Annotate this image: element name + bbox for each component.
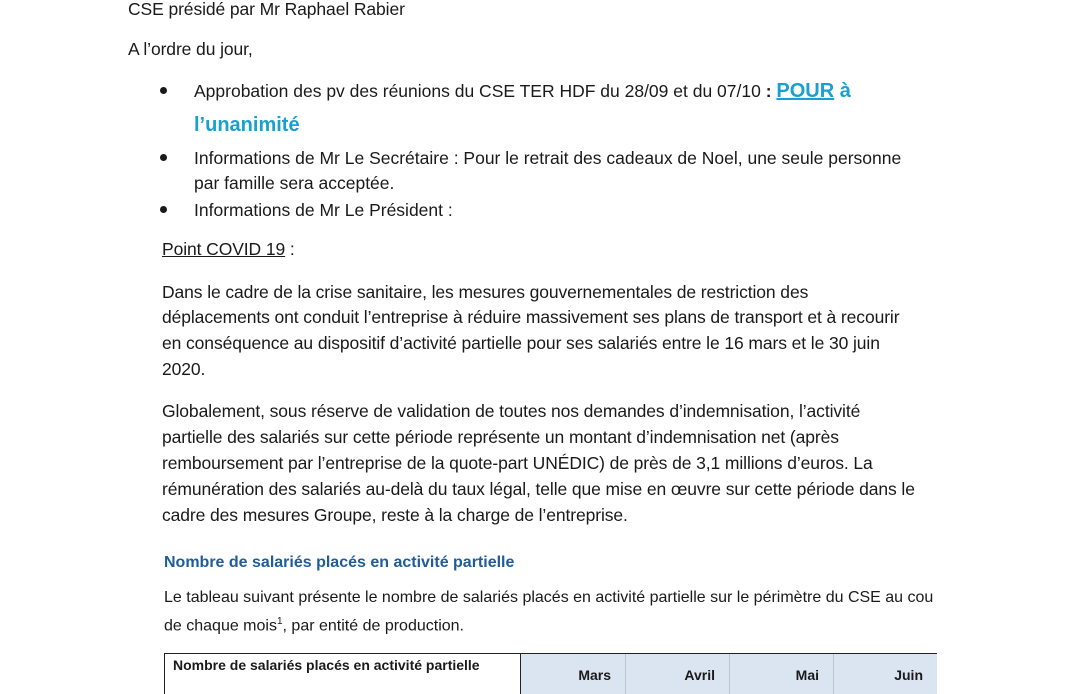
paragraph-1-line-2: déplacements ont conduit l’entreprise à réduire massivement ses plans de transport et à recourir [162,307,900,327]
bullet-icon [160,87,167,94]
president-line: Informations de Mr Le Président : [194,200,453,220]
section-heading [162,236,295,262]
paragraph-2-line-5: cadre des mesures Groupe, reste à la charge de l’entreprise. [162,505,628,525]
vote-result-line2: l’unanimité [194,114,300,136]
paragraph-2-line-4: rémunération des salariés au-delà du taux légal, telle que mise en œuvre sur cette période dans le [162,479,915,499]
bullet-icon [160,206,167,213]
vote-result-suffix: à [834,80,851,102]
table-description-line2-end: , par entité de production. [282,617,464,635]
secretary-line1: Informations de Mr Le Secrétaire : Pour le retrait des cadeaux de Noel, une seule personne [194,148,902,168]
paragraph-1-line-4: 2020. [162,359,206,379]
column-header-mai: Mai [795,667,819,683]
paragraph-1-line-1: Dans le cadre de la crise sanitaire, les mesures gouvernementales de restriction des [162,282,809,302]
paragraph-2-line-3: remboursement par l’entreprise de la quote-part UNÉDIC) de près de 3,1 millions d’euros. La [162,453,873,473]
bullet-icon [160,154,167,161]
paragraph-1-line-3: en conséquence au dispositif d’activité partielle pour ses salariés entre le 16 mars et le 30 juin [162,333,880,353]
intro-presided-line: CSE présidé par Mr Raphael Rabier [128,0,405,19]
column-header-mars: Mars [578,667,611,683]
table-description-line1: Le tableau suivant présente le nombre de salariés placés en activité partielle sur le périmètre du CSE au cou [164,589,934,606]
secretary-line2: par famille sera acceptée. [194,173,395,193]
vote-result-link[interactable]: POUR [776,80,835,102]
section-heading-suffix: : [285,239,295,259]
paragraph-2-line-2: partielle des salariés sur cette période représente un montant d’indemnisation net (après [162,427,839,447]
section-heading-text: Point COVID 19 [162,239,286,259]
approval-separator: : [760,81,777,101]
table-description [164,586,986,638]
activity-table [164,653,937,694]
paragraph-2-line-1: Globalement, sous réserve de validation de toutes nos demandes d’indemnisation, l’activité [162,401,861,421]
column-header-juin: Juin [894,667,923,683]
table-description-line2 [164,610,986,638]
table-description-line2-text: de chaque mois [164,617,277,635]
column-header-avril: Avril [684,667,715,683]
approval-text: Approbation des pv des réunions du CSE TER HDF du 28/09 et du 07/10 [194,81,761,101]
footnote-marker[interactable]: 1 [276,616,283,627]
table-header-label: Nombre de salariés placés en activité partielle [165,654,521,694]
agenda-intro-line: A l’ordre du jour, [128,39,253,59]
table-header-months [521,654,937,694]
table-title: Nombre de salariés placés en activité partielle [164,554,515,571]
